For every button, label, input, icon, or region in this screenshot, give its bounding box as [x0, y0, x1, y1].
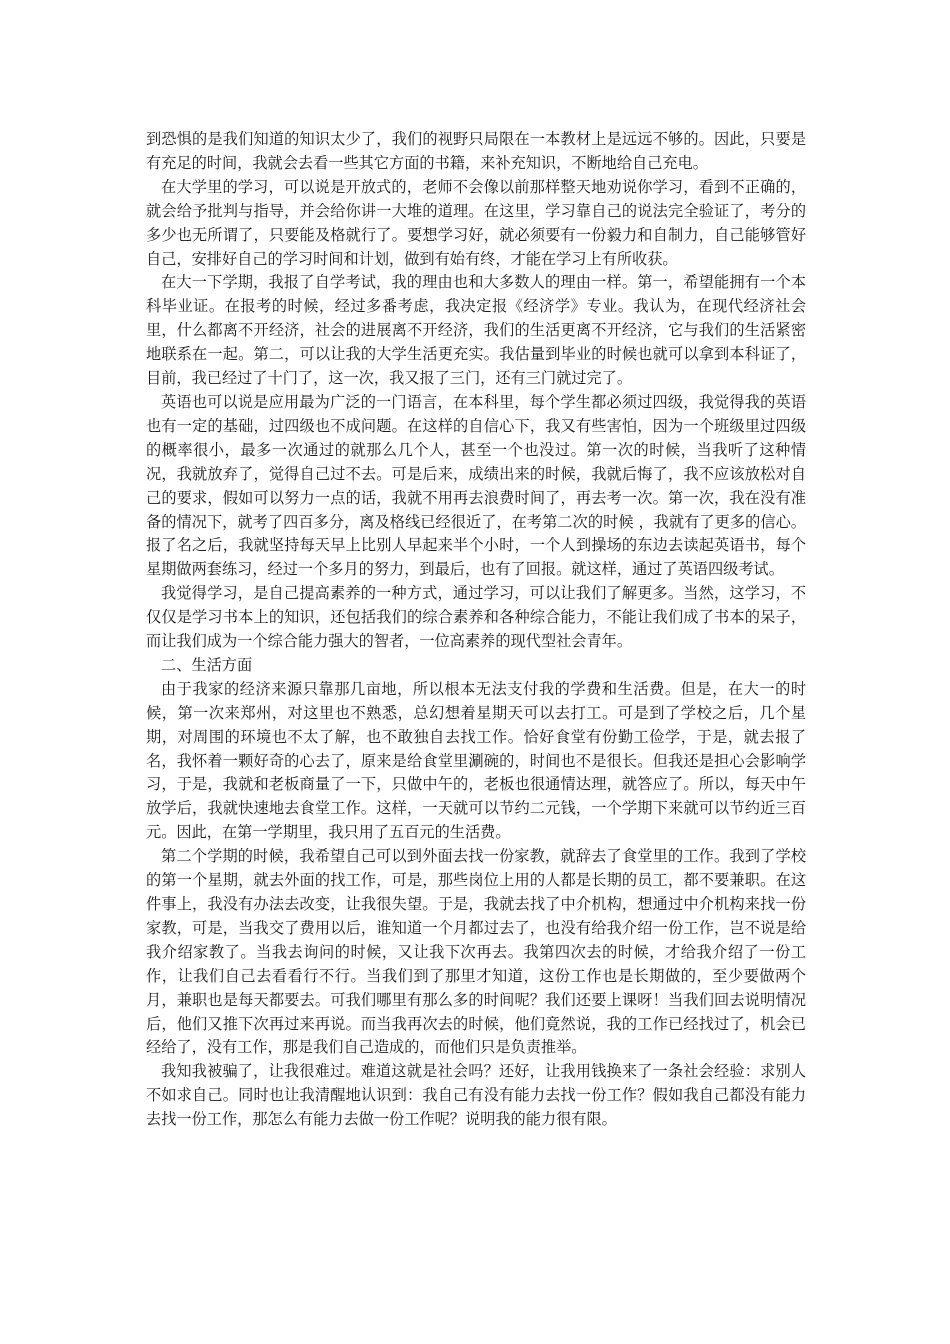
paragraph-3: 在大一下学期，我报了自学考试，我的理由也和大多数人的理由一样。第一，希望能拥有一个本科毕业证。在报考的时候，经过多番考虑，我决定报《经济学》专业。我认为，在现代经济社会里，什么都离不开经济，社会的进展离不开经济，我们的生活更离不开经济，它与我们的生活紧密地联系在一起。第二，可以让我的大学生活更充实。我估量到毕业的时候也就可以拿到本科证了，目前，我已经过了十门了，这一次，我又报了三门，还有三门就过完了。	[146, 273, 806, 388]
paragraph-8: 我知我被骗了，让我很难过。难道这就是社会吗？还好，让我用钱换来了一条社会经验：求别人不如求自己。同时也让我清醒地认识到：我自己有没有能力去找一份工作？假如我自己都没有能力去找一份工作，那怎么有能力去做一份工作呢？说明我的能力很有限。	[146, 1062, 806, 1129]
section-heading: 二、生活方面	[161, 655, 253, 674]
paragraph-5: 我觉得学习，是自己提高素养的一种方式，通过学习，可以让我们了解更多。当然，这学习，不仅仅是学习书本上的知识，还包括我们的综合素养和各种综合能力，不能让我们成了书本的呆子，而让我们成为一个综合能力强大的智者，一位高素养的现代型社会青年。	[146, 584, 806, 651]
paragraph-4: 英语也可以说是应用最为广泛的一门语言，在本科里，每个学生都必须过四级，我觉得我的英语也有一定的基础，过四级也不成问题。在这样的自信心下，我又有些害怕，因为一个班级里过四级的概率很小，最多一次通过的就那么几个人，甚至一个也没过。第一次的时候，当我听了这种情况，我就放弃了，觉得自己过不去。可是后来，成绩出来的时候，我就后悔了，我不应该放松对自己的要求，假如可以努力一点的话，我就不用再去浪费时间了，再去考一次。第一次，我在没有准备的情况下，就考了四百多分，离及格线已经很近了，在考第二次的时候 ，我就有了更多的信心。报了名之后，我就坚持每天早上比别人早起来半个小时，一个人到操场的东边去读起英语书，每个星期做两套练习，经过一个多月的努力，到最后，也有了回报。就这样，通过了英语四级考试。	[146, 392, 806, 579]
document-body	[146, 128, 806, 1132]
paragraph-2: 在大学里的学习，可以说是开放式的，老师不会像以前那样整天地劝说你学习，看到不正确的，就会给予批判与指导，并会给你讲一大堆的道理。在这里，学习靠自己的说法完全验证了，考分的多少也无所谓了，只要能及格就行了。要想学习好，就必须要有一份毅力和自制力，自己能够管好自己，安排好自己的学习时间和计划，做到有始有终，才能在学习上有所收获。	[146, 177, 806, 268]
paragraph-6: 由于我家的经济来源只靠那几亩地，所以根本无法支付我的学费和生活费。但是，在大一的时候，第一次来郑州，对这里也不熟悉，总幻想着星期天可以去打工。可是到了学校之后，几个星期，对周围的环境也不太了解，也不敢独自去找工作。恰好食堂有份勤工俭学，于是，就去报了名，我怀着一颗好奇的心去了，原来是给食堂里涮碗的，时间也不是很长。但我还是担心会影响学习，于是，我就和老板商量了一下，只做中午的，老板也很通情达理，就答应了。所以，每天中午放学后，我就快速地去食堂工作。这样，一天就可以节约二元钱，一个学期下来就可以节约近三百元。因此，在第一学期里，我只用了五百元的生活费。	[146, 679, 806, 842]
paragraph-1: 到恐惧的是我们知道的知识太少了，我们的视野只局限在一本教材上是远远不够的。因此，只要是有充足的时间，我就会去看一些其它方面的书籍，来补充知识，不断地给自己充电。	[146, 130, 806, 172]
paragraph-7: 第二个学期的时候，我希望自己可以到外面去找一份家教，就辞去了食堂里的工作。我到了学校的第一个星期，就去外面的找工作，可是，那些岗位上用的人都是长期的员工，都不要兼职。在这件事上，我没有办法去改变，让我很失望。于是，我就去找了中介机构，想通过中介机构来找一份家教，可是，当我交了费用以后，谁知道一个月都过去了，也没有给我介绍一份工作，岂不说是给我介绍家教了。当我去询问的时候，又让我下次再去。我第四次去的时候，才给我介绍了一份工作，让我们自己去看看行不行。当我们到了那里才知道，这份工作也是长期做的，至少要做两个月，兼职也是每天都要去。可我们哪里有那么多的时间呢？我们还要上课呀！当我们回去说明情况后，他们又推下次再过来再说。而当我再次去的时候，他们竟然说，我的工作已经找过了，机会已经给了，没有工作，那是我们自己造成的，而他们只是负责推举。	[146, 847, 806, 1057]
